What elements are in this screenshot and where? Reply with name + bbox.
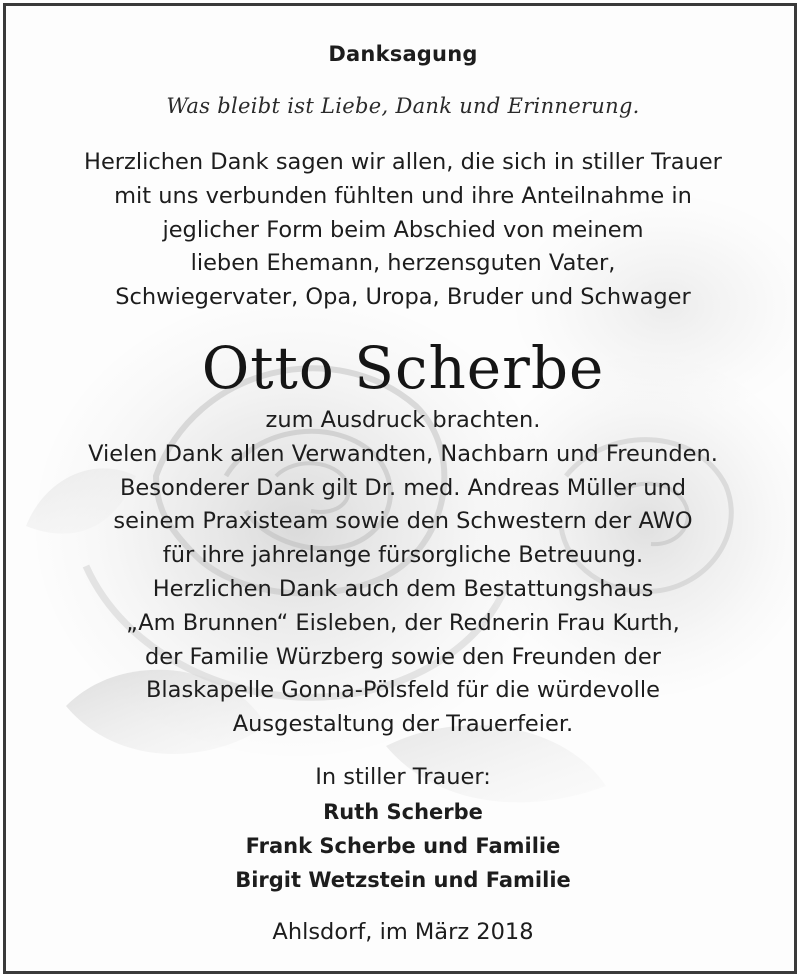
- signer-name: Ruth Scherbe: [323, 800, 483, 824]
- thanks-line: der Familie Würzberg sowie den Freunden der: [144, 643, 662, 670]
- thanks-line: Vielen Dank allen Verwandten, Nachbarn und Freunden.: [88, 440, 718, 467]
- intro-line: mit uns verbunden fühlten und ihre Anteilnahme in: [114, 182, 692, 209]
- thanks-line: seinem Praxisteam sowie den Schwestern der AWO: [113, 508, 693, 535]
- intro-line: lieben Ehemann, herzensguten Vater,: [190, 250, 616, 277]
- notice-frame: [3, 3, 797, 974]
- thanks-line: Besonderer Dank gilt Dr. med. Andreas Müller und: [119, 474, 687, 501]
- thanks-paragraph: [6, 404, 797, 742]
- notice-motto: Was bleibt ist Liebe, Dank und Erinnerung.: [166, 94, 640, 118]
- thanks-line: für ihre jahrelange fürsorgliche Betreuung.: [162, 542, 644, 569]
- thanks-line: Herzlichen Dank auch dem Bestattungshaus: [152, 575, 654, 602]
- place-and-date: Ahlsdorf, im März 2018: [272, 919, 534, 945]
- mourning-label: In stiller Trauer:: [315, 764, 491, 790]
- notice-heading: Danksagung: [328, 42, 478, 66]
- thanks-line: Blaskapelle Gonna-Pölsfeld für die würdevolle: [145, 677, 660, 704]
- intro-line: Herzlichen Dank sagen wir allen, die sich in stiller Trauer: [84, 149, 722, 175]
- intro-line: jeglicher Form beim Abschied von meinem: [162, 216, 644, 243]
- thanks-line: „Am Brunnen“ Eisleben, der Rednerin Frau Kurth,: [126, 609, 680, 636]
- intro-paragraph: [6, 146, 797, 315]
- thanks-line: zum Ausdruck brachten.: [265, 407, 541, 433]
- signer-name: Frank Scherbe und Familie: [245, 834, 561, 858]
- signers-list: [6, 795, 797, 897]
- thanks-line: Ausgestaltung der Trauerfeier.: [232, 711, 574, 738]
- intro-line: Schwiegervater, Opa, Uropa, Bruder und Schwager: [115, 284, 691, 311]
- deceased-name: Otto Scherbe: [201, 334, 605, 402]
- signer-name: Birgit Wetzstein und Familie: [235, 868, 571, 892]
